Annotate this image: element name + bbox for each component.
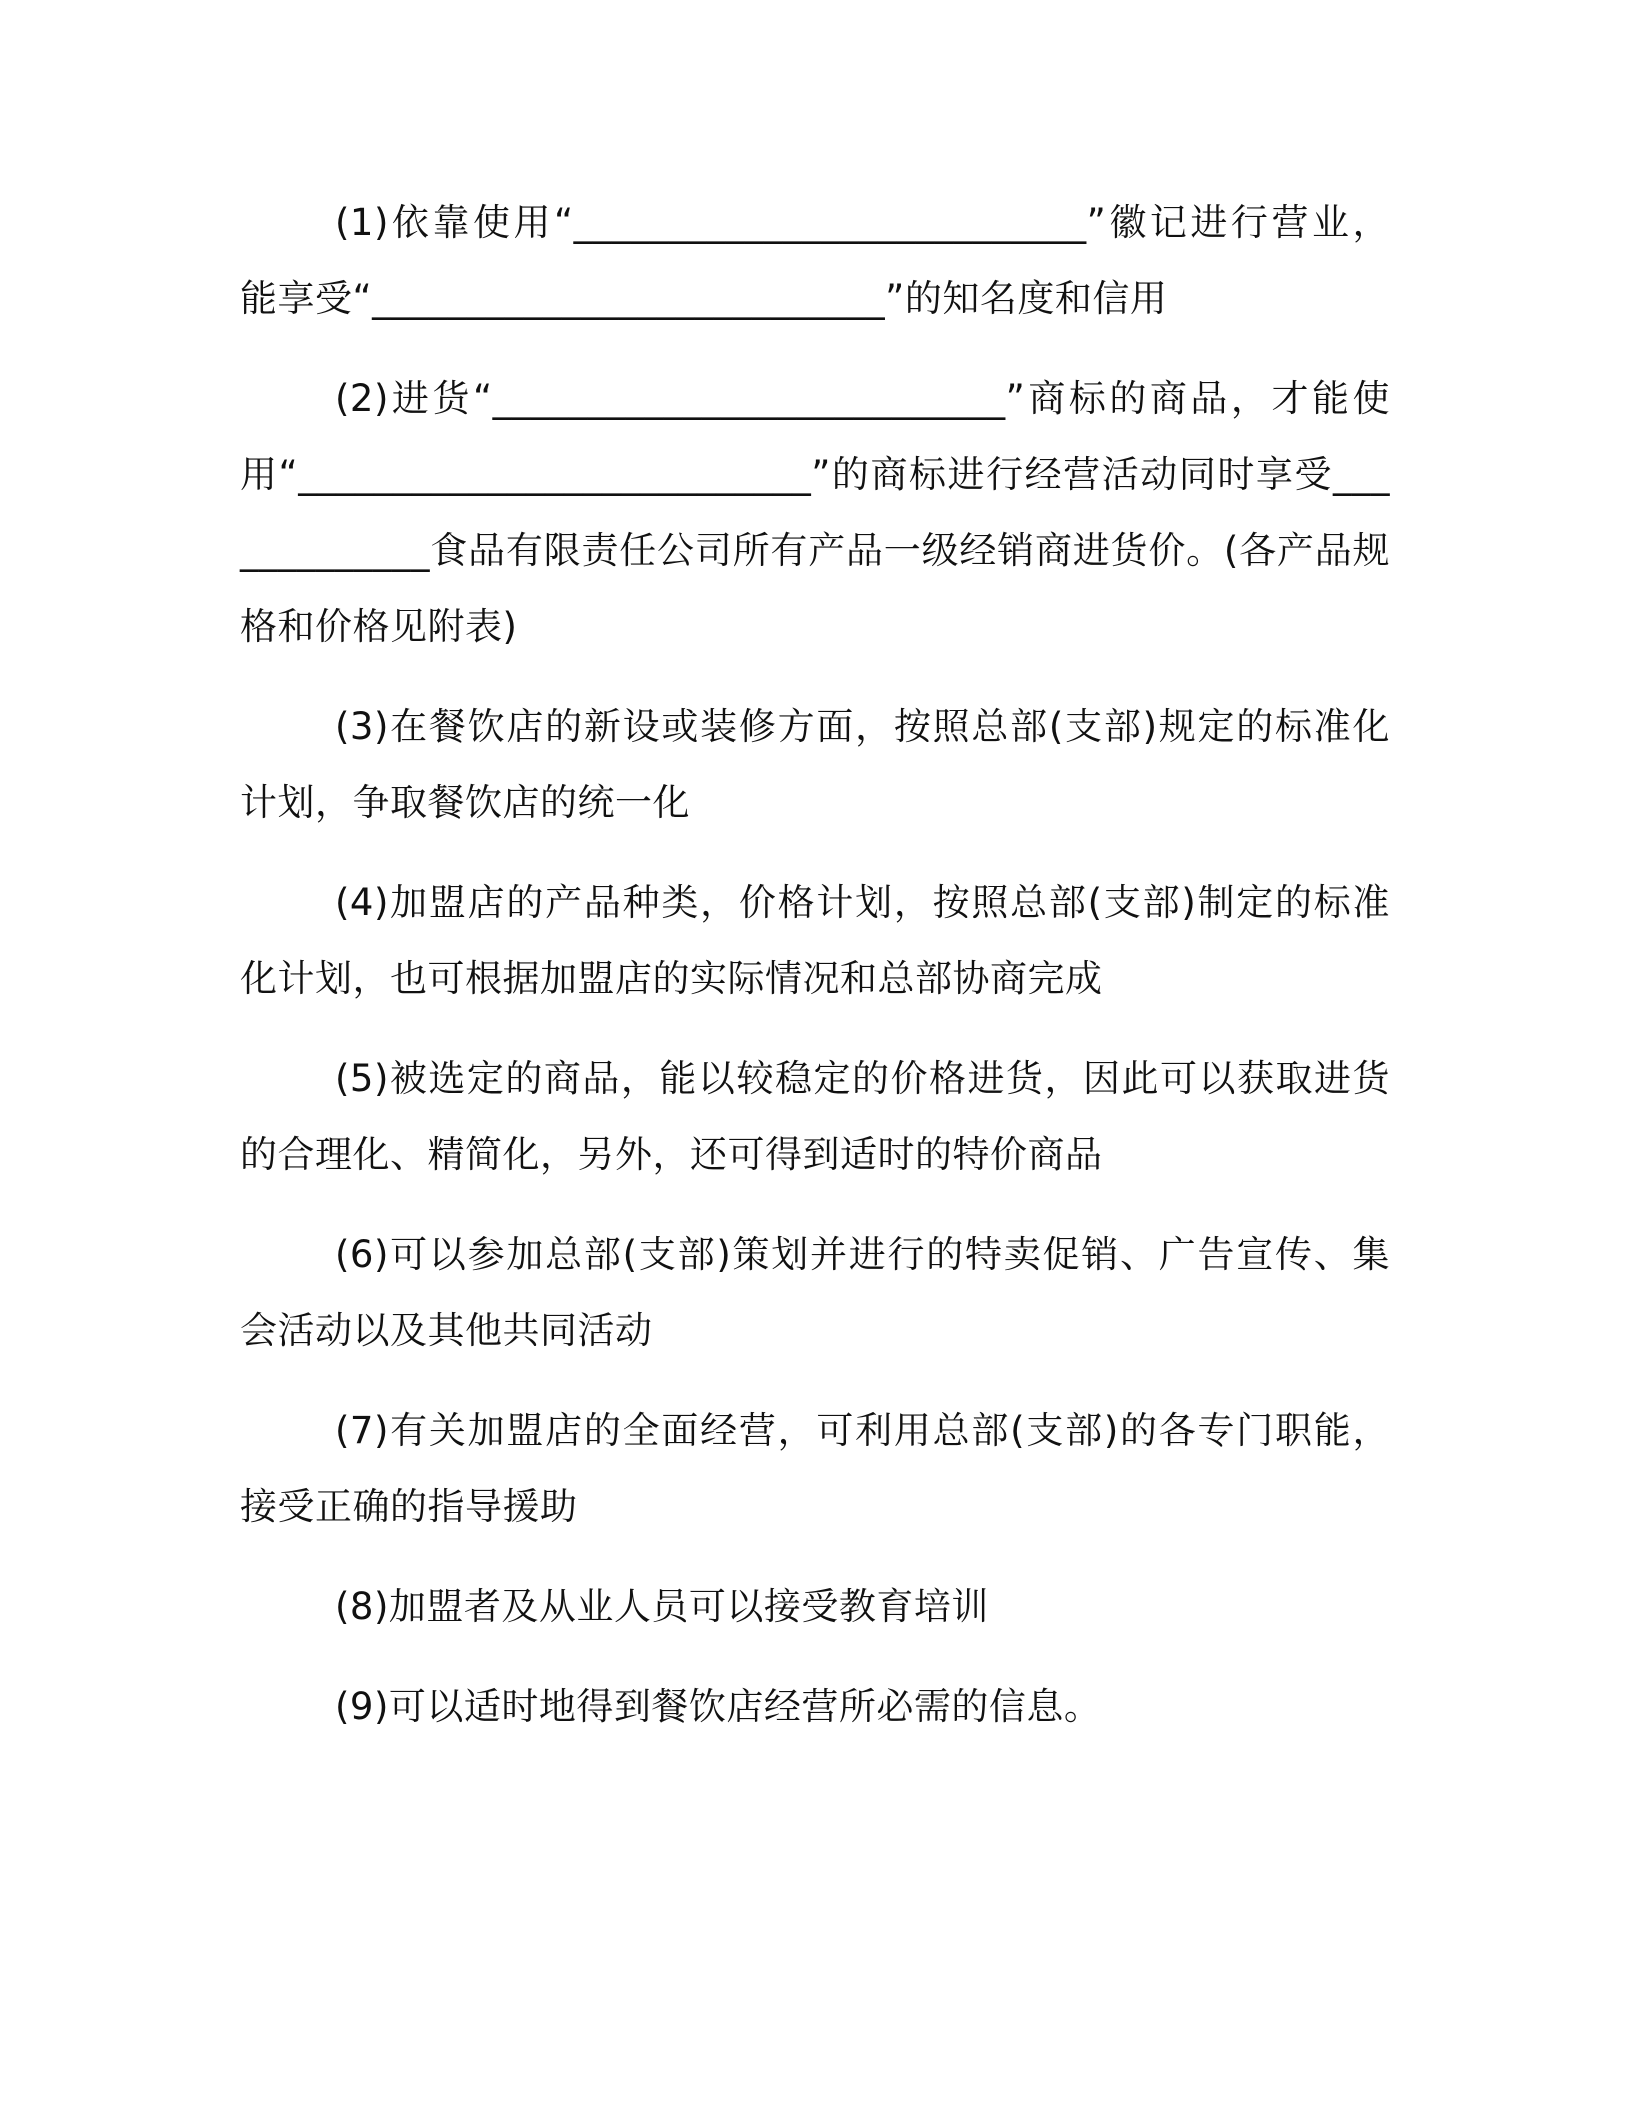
- paragraph-6: (6)可以参加总部(支部)策划并进行的特卖促销、广告宣传、集会活动以及其他共同活动: [240, 1233, 1390, 1352]
- paragraph-8: (8)加盟者及从业人员可以接受教育培训: [335, 1585, 989, 1628]
- paragraph-4: (4)加盟店的产品种类，价格计划，按照总部(支部)制定的标准化计划，也可根据加盟店的实际情况和总部协商完成: [240, 881, 1390, 1000]
- paragraph-5: (5)被选定的商品，能以较稳定的价格进货，因此可以获取进货的合理化、精简化，另外，还可得到适时的特价商品: [240, 1057, 1390, 1176]
- paragraph-9: (9)可以适时地得到餐饮店经营所必需的信息。: [335, 1685, 1102, 1728]
- paragraph-1: (1)依靠使用“___________________________”徽记进行营业，能享受“___________________________”的知名度和信用: [240, 201, 1390, 320]
- paragraph-2: (2)进货“___________________________”商标的商品，才能使用“___________________________”的商标进行经营活动同时享受_____________食品有限责任公司所有产品一级经销商进货价。(各产品规格和价格见附表): [240, 377, 1390, 648]
- paragraph-3: (3)在餐饮店的新设或装修方面，按照总部(支部)规定的标准化计划，争取餐饮店的统一化: [240, 705, 1390, 824]
- document-body: [240, 185, 1390, 1769]
- paragraph-7: (7)有关加盟店的全面经营，可利用总部(支部)的各专门职能，接受正确的指导援助: [240, 1409, 1390, 1528]
